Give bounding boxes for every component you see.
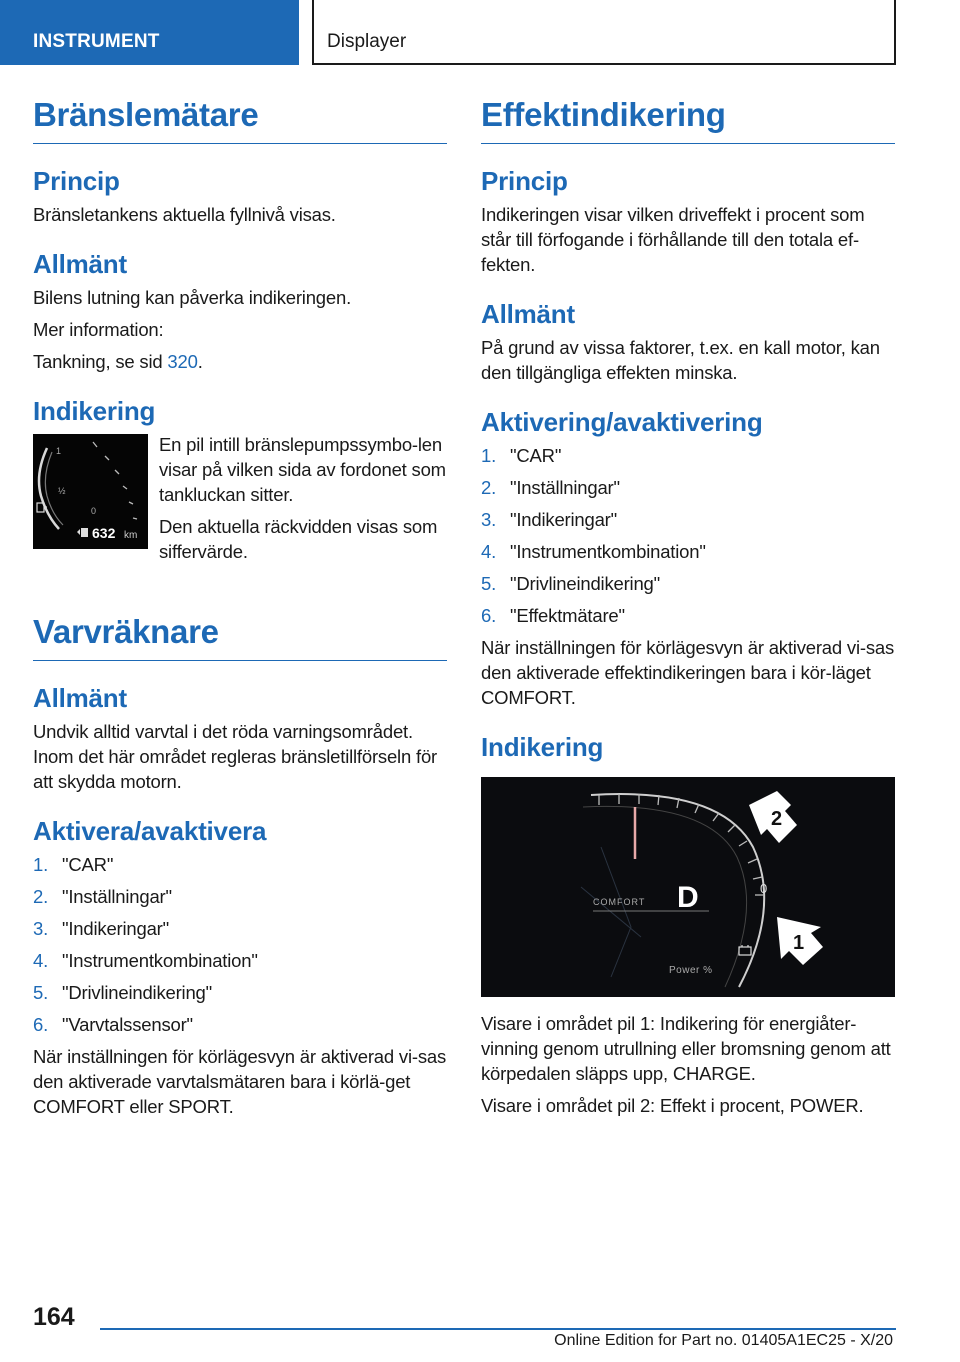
step-number: 1. (33, 854, 49, 875)
list-item (33, 884, 447, 909)
power-caption-1: Visare i området pil 1: Indikering för energiåter-vinning genom utrullning eller bromsning genom att körpedalen släpps upp, CHARGE. (481, 1013, 891, 1084)
header-section-label: INSTRUMENT (33, 31, 160, 52)
tacho-general-heading: Allmänt (33, 683, 127, 713)
fuel-principle-heading: Princip (33, 166, 120, 196)
power-mode-label: COMFORT (593, 897, 646, 907)
step-text: "CAR" (510, 445, 562, 466)
step-text: "Instrumentkombination" (62, 950, 258, 971)
list-item (481, 443, 895, 468)
fuel-range-unit: km (124, 530, 138, 541)
tachometer-title: Varvräknare (33, 613, 447, 661)
fuel-display-heading: Indikering (33, 396, 156, 426)
header-chapter-label: Displayer (327, 31, 407, 52)
step-text: "Drivlineindikering" (62, 982, 212, 1003)
step-text: "Indikeringar" (510, 509, 617, 530)
fuel-pump-icon (77, 528, 88, 537)
step-number: 2. (33, 886, 49, 907)
power-gauge-image (481, 777, 895, 997)
power-display-title: Effektindikering (481, 96, 895, 144)
step-text: "Varvtalssensor" (62, 1014, 193, 1035)
step-text: "Effektmätare" (510, 605, 625, 626)
power-principle-heading: Princip (481, 166, 568, 196)
power-note: När inställningen för körlägesvyn är aktiverad vi-sas den aktiverade effektindikeringen bara i kör-läget COMFORT. (481, 637, 895, 708)
fuel-more-info: Mer information: (33, 319, 164, 340)
step-number: 6. (33, 1014, 49, 1035)
list-item (33, 980, 447, 1005)
power-percent-label: Power % (669, 965, 713, 976)
footer-divider (100, 1328, 896, 1330)
right-column (481, 96, 895, 1125)
refuel-prefix: Tankning, se sid (33, 351, 168, 372)
left-column (33, 96, 447, 1126)
fuel-general-heading: Allmänt (33, 249, 127, 279)
fuel-mark-half: ½ (58, 486, 66, 496)
fuel-display-text-1: En pil intill bränslepumpssymbo-len visar på vilken sida av fordonet som tankluckan sitter. (159, 434, 446, 505)
power-principle-text: Indikeringen visar vilken driveffekt i procent som står till förfogande i förhållande till den totala ef-fekten. (481, 204, 865, 275)
step-text: "CAR" (62, 854, 114, 875)
step-text: "Drivlineindikering" (510, 573, 660, 594)
step-number: 5. (481, 573, 497, 594)
step-number: 3. (481, 509, 497, 530)
list-item (33, 916, 447, 941)
fuel-mark-empty: 0 (91, 506, 97, 516)
list-item (33, 1012, 447, 1037)
tacho-general-text: Undvik alltid varvtal i det röda varningsområdet. Inom det här området regleras bränsletillförseln för att skydda motorn. (33, 721, 437, 792)
step-number: 5. (33, 982, 49, 1003)
power-display-heading: Indikering (481, 732, 604, 762)
fuel-display-text-2: Den aktuella räckvidden visas som siffervärde. (159, 516, 438, 562)
arrow-1-label: 1 (793, 932, 805, 954)
fuel-principle-text: Bränsletankens aktuella fyllnivå visas. (33, 204, 336, 225)
step-number: 1. (481, 445, 497, 466)
tacho-note: När inställningen för körlägesvyn är aktiverad vi-sas den aktiverade varvtalsmätaren bara i körlä-get COMFORT eller SPORT. (33, 1046, 447, 1117)
fuel-general-text: Bilens lutning kan påverka indikeringen. (33, 287, 352, 308)
step-text: "Instrumentkombination" (510, 541, 706, 562)
list-item (33, 948, 447, 973)
step-number: 2. (481, 477, 497, 498)
power-zero-mark: 0 (760, 881, 768, 896)
fuel-display-text (159, 432, 447, 571)
page-number: 164 (33, 1303, 75, 1331)
tacho-steps-list (33, 852, 447, 1037)
list-item (481, 475, 895, 500)
list-item (481, 603, 895, 628)
fuel-display-block (33, 432, 447, 571)
step-number: 6. (481, 605, 497, 626)
power-gear-indicator: D (677, 881, 699, 914)
power-gauge-graphic (481, 777, 895, 997)
step-number: 3. (33, 918, 49, 939)
step-text: "Inställningar" (510, 477, 620, 498)
list-item (481, 507, 895, 532)
step-text: "Indikeringar" (62, 918, 169, 939)
step-number: 4. (481, 541, 497, 562)
power-activate-heading: Aktivering/avaktivering (481, 407, 763, 437)
tacho-activate-heading: Aktivera/avaktivera (33, 816, 267, 846)
list-item (481, 571, 895, 596)
fuel-refuel-ref (33, 349, 447, 374)
fuel-range-value: 632 (92, 525, 116, 541)
power-caption-2: Visare i området pil 2: Effekt i procent, POWER. (481, 1095, 864, 1116)
fuel-gauge-graphic (33, 434, 148, 549)
header-chapter-box (312, 0, 896, 65)
header-section-tab (0, 0, 299, 65)
fuel-mark-full: 1 (56, 446, 62, 456)
refuel-page-link[interactable]: 320 (167, 351, 198, 372)
power-steps-list (481, 443, 895, 628)
fuel-gauge-title: Bränslemätare (33, 96, 447, 144)
step-text: "Inställningar" (62, 886, 172, 907)
power-general-heading: Allmänt (481, 299, 575, 329)
arrow-2-label: 2 (771, 808, 783, 830)
list-item (33, 852, 447, 877)
step-number: 4. (33, 950, 49, 971)
footer-edition-text: Online Edition for Part no. 01405A1EC25 - X/20 (554, 1332, 893, 1349)
refuel-suffix: . (197, 351, 203, 372)
list-item (481, 539, 895, 564)
power-general-text: På grund av vissa faktorer, t.ex. en kall motor, kan den tillgängliga effekten minska. (481, 337, 880, 383)
fuel-gauge-image (33, 434, 148, 549)
